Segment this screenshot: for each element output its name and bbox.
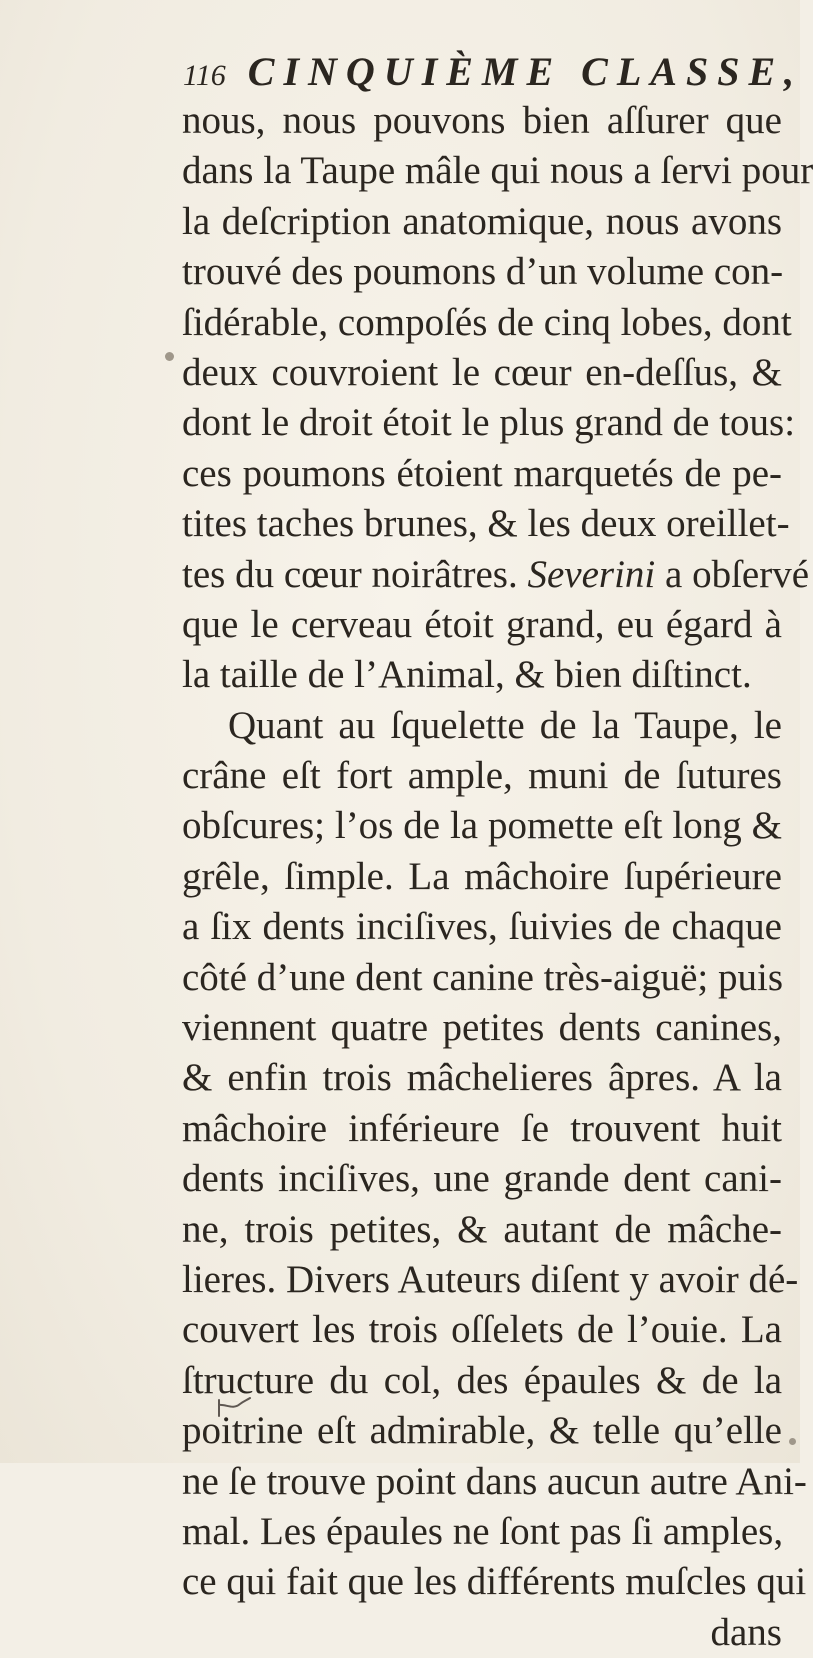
text-line: a ſix dents inciſives, ſuivies de chaque: [182, 905, 782, 949]
page-header: [183, 42, 804, 102]
paragraph-start-line: Quant au ſquelette de la Taupe, le: [228, 703, 782, 747]
text-line: dont le droit étoit le plus grand de tous:: [182, 401, 796, 445]
text-line: nous, nous pouvons bien aſſurer que: [182, 99, 782, 142]
page-number: 116: [183, 59, 226, 92]
text-line: que le cerveau étoit grand, eu égard à: [182, 602, 782, 646]
text-line: grêle, ſimple. La mâchoire ſupérieure: [182, 854, 782, 898]
text-line: dents inciſives, une grande dent cani-: [182, 1157, 782, 1201]
text-line: poitrine eſt admirable, & telle qu’elle: [182, 1409, 782, 1453]
ink-spot: [789, 1438, 796, 1445]
text-line: & enfin trois mâchelieres âpres. A la: [182, 1056, 782, 1100]
text-line: tites taches brunes, & les deux oreillet-: [182, 502, 790, 546]
text-line: ſidérable, compoſés de cinq lobes, dont: [182, 300, 792, 344]
ink-spot: [165, 352, 174, 361]
text-line: côté d’une dent canine très-aiguë; puis: [182, 955, 784, 999]
italic-name: Severini: [527, 552, 656, 596]
text-line: trouvé des poumons d’un volume con-: [182, 250, 784, 294]
running-head: CINQUIÈME CLASSE,: [247, 49, 804, 94]
text-line: ces poumons étoient marquetés de pe-: [182, 451, 782, 495]
text-line: ne, trois petites, & autant de mâche-: [182, 1207, 782, 1251]
text-line: ſtructure du col, des épaules & de la: [182, 1358, 782, 1402]
text-line: couvert les trois oſſelets de l’ouie. La: [182, 1308, 782, 1352]
text-line: viennent quatre petites dents canines,: [182, 1006, 782, 1050]
text-line: lieres. Divers Auteurs diſent y avoir dé-: [182, 1257, 799, 1301]
text-line: la taille de l’Animal, & bien diſtinct.: [182, 653, 752, 697]
text-line: crâne eſt fort ample, muni de ſutures: [182, 754, 782, 798]
body-text: [182, 96, 813, 1658]
text-segment: tes du cœur noirâtres.: [182, 552, 518, 596]
text-line: mal. Les épaules ne ſont pas ſi amples,: [182, 1509, 784, 1553]
text-line-mixed: [182, 550, 810, 600]
text-line: deux couvroient le cœur en-deſſus, &: [182, 350, 782, 394]
text-line: la deſcription anatomique, nous avons: [182, 199, 782, 243]
text-line: ne ſe trouve point dans aucun autre Ani-: [182, 1459, 807, 1503]
text-line: obſcures; l’os de la pomette eſt long &: [182, 804, 782, 848]
text-line: mâchoire inférieure ſe trouvent huit: [182, 1106, 782, 1150]
text-segment: a obſervé: [655, 552, 810, 596]
text-line: ce qui fait que les différents muſcles qui: [182, 1560, 807, 1604]
catchword: dans: [710, 1610, 782, 1654]
text-line: dans la Taupe mâle qui nous a ſervi pour: [182, 149, 813, 193]
signature-mark: [214, 1392, 254, 1422]
